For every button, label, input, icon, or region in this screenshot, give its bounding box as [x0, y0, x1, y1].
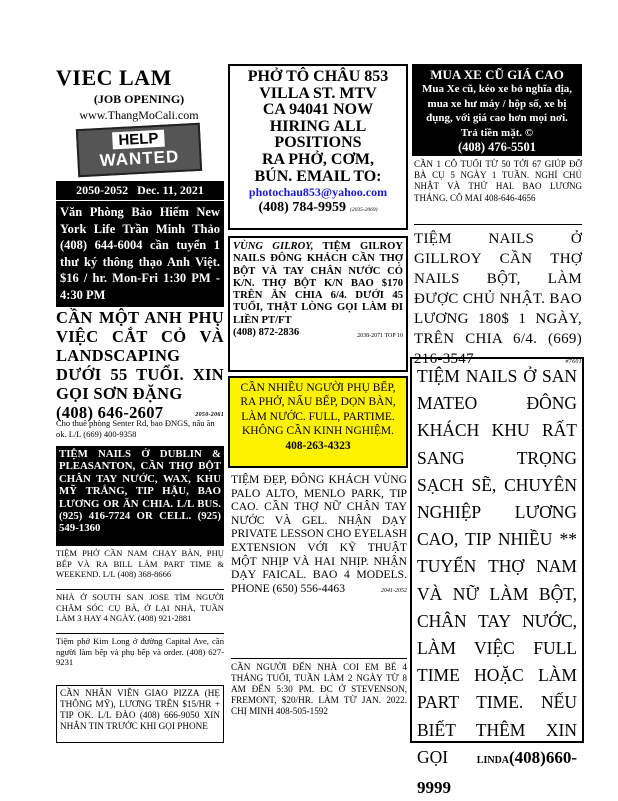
ad-pizza-text: CẦN NHÂN VIÊN GIAO PIZZA (HẸ THÔNG MỸ), LƯƠNG TRÊN $15/HR + TIP OK. L/L ĐÀO (408) 666-9050 XIN NHẮN TIN TRƯỚC KHI GỌI PHONE — [60, 688, 220, 731]
ad-dublin-text: TIỆM NAILS Ở DUBLIN & PLEASANTON, CẦN THỢ BỘT CHÂN TAY NƯỚC, WAX, KHU MỸ TRẮNG, TIP HẬU, BAO LƯƠNG OR ĂN CHIA. L/L BUS. (925) 416-7724 OR CELL. (925) 549-1360 — [59, 448, 221, 535]
masthead — [56, 66, 222, 200]
ad-pho-can-nam-text: TIỆM PHỞ CẦN NAM CHẠY BÀN, PHỤ BẾP VÀ RA BILL LÀM PART TIME & WEEKEND. L/L (408) 368-8666 — [56, 548, 224, 579]
ad-bao-hiem-text: Văn Phòng Bảo Hiểm New York Life Trần Minh Thảo (408) 644-6004 cần tuyển 1 thư ký thông thạo Anh Việt. $16 / hr. Mon-Fri 1:30 PM - 4:30 PM — [60, 205, 220, 302]
ad-gilroy-nails — [414, 229, 582, 367]
ad-palo-alto-text: TIỆM ĐẸP, ĐÔNG KHÁCH VÙNG PALO ALTO, MENLO PARK, TIP CAO. CẦN THỢ NỮ CHÂN TAY NƯỚC VÀ GEL. NHẬN DẠY PRIVATE LESSON CHO EYELASH EXTENSION VỚI KỸ THUẬT MỘT NHỊP VÀ HAI NHỊP. NHẬN DẠY FAICAL. BAO 4 MODELS. PHONE (650) 556-4463 — [231, 473, 407, 595]
website: www.ThangMoCali.com — [79, 108, 199, 122]
ad-pizza — [56, 685, 224, 743]
ad-gilroy-boxed — [228, 236, 408, 372]
ad-gilroy-lead: VÙNG GILROY, — [233, 241, 314, 252]
ad-dublin — [56, 446, 224, 546]
pho-chau-line: PHỞ TÔ CHÂU 853 — [247, 68, 389, 85]
ad-senter — [56, 418, 224, 444]
pho-chau-line: BÚN. EMAIL TO: — [254, 167, 382, 185]
pho-chau-line: CA 94041 NOW — [262, 101, 374, 119]
ad-coi-em-text: CẦN NGƯỜI ĐẾN NHÀ COI EM BÉ 4 THÁNG TUỔI, TUẦN LÀM 2 NGÀY TỪ 8 AM ĐẾN 5:30 PM. ĐC Ở STEVENSON, FREMONT, $20/HR. LÀM TỪ JAN. 2022. CHỊ MINH 408-505-1592 — [231, 662, 407, 716]
ad-pho-chau-lines — [233, 69, 403, 185]
ad-pho-chau-number: (2035-2069) — [350, 207, 378, 214]
ad-pho-chau-email: photochau853@yahoo.com — [248, 185, 388, 200]
ad-yellow-text: CẦN NHIỀU NGƯỜI PHỤ BẾP, RA PHỞ, NẤU BẾP, DỌN BÀN, LÀM NƯỚC. FULL, PARTIME. KHÔNG CẦN KINH NGHIỆM. — [240, 382, 396, 438]
ad-mua-xe-body: Mua Xe cũ, kéo xe bỏ nghĩa địa, mua xe hư máy / hộp số, xe bị đụng, với giá cao hơn mọi nơi. Trả tiền mặt. © — [421, 83, 573, 139]
ad-south-san-jose-text: NHÀ Ở SOUTH SAN JOSE TÌM NGƯỜI CHĂM SÓC CỤ BÀ, Ở LẠI NHÀ, TUẦN LÀM 3 HAY 4 NGÀY. (408) 921-2881 — [56, 592, 224, 623]
ad-san-mateo — [410, 357, 584, 798]
ad-cat-co-text: CẦN MỘT ANH PHỤ VIỆC CẮT CỎ VÀ LANDSCAPING DƯỚI 55 TUỔI. XIN GỌI SƠN ĐẶNG — [56, 308, 224, 403]
ad-san-mateo-phone: (408)660-9999 — [417, 747, 577, 798]
ad-cat-co-number: 2050-2061 — [195, 412, 224, 418]
ad-senter-text: Cho thuê phòng Senter Rd, bao ĐNGS, nấu ăn ok. L/L (669) 400-9358 — [56, 418, 215, 439]
page-title: VIEC LAM — [56, 65, 172, 90]
ad-gilroy-nails-text: TIỆM NAILS Ở GILLROY CẦN THỢ NAILS BỘT, LÀM ĐƯỢC CHỦ NHẬT. BAO LƯƠNG 180$ 1 NGÀY, TRÊN CHIA 6/4. (669) 216-3547 — [414, 231, 582, 367]
ad-pho-can-nam — [56, 548, 224, 590]
help-sign-top: HELP — [112, 130, 165, 150]
ad-gilroy-boxed-phone: (408) 872-2836 — [233, 327, 300, 339]
help-wanted-sign — [76, 123, 202, 177]
ad-mua-xe-phone: (408) 476-5501 — [457, 140, 537, 154]
ad-kim-long — [56, 636, 224, 672]
ad-cat-co-phone: (408) 646-2607 — [56, 403, 164, 422]
pho-chau-line: POSITIONS — [274, 134, 362, 152]
ad-yellow — [228, 376, 408, 468]
ad-gilroy-nails-number: #7601 — [565, 359, 582, 365]
ad-gilroy-boxed-text: TIỆM GILROY NAILS ĐÔNG KHÁCH CẦN THỢ BỘT VÀ TAY CHÂN NƯỚC CÓ K/N. THỢ BỘT K/N BAO $170 TRÊN ĂN CHIA 6/4. DƯỚI 45 TUỔI, THẬT LÒNG GỌI LÀM ĐI LIỀN PT/FT — [233, 241, 403, 326]
ad-pho-chau-phone: (408) 784-9959 — [258, 200, 346, 216]
ad-san-mateo-text: TIỆM NAILS Ở SAN MATEO ĐÔNG KHÁCH KHU RẤT SANG TRỌNG SẠCH SẼ, CHUYÊN NGHIỆP LƯƠNG CAO, TIP NHIỀU ** TUYỂN THỢ NAM VÀ NỮ LÀM BỘT, CHÂN TAY NƯỚC, LÀM VIỆC FULL TIME HOẶC LÀM PART TIME. NẾU BIẾT THÊM XIN GỌI — [417, 366, 577, 767]
page-subtitle: (JOB OPENING) — [93, 92, 185, 106]
ad-south-san-jose — [56, 592, 224, 634]
ad-bao-hiem — [56, 201, 224, 307]
help-sign-bottom: WANTED — [99, 146, 180, 171]
issue-date: 2050-2052 Dec. 11, 2021 — [76, 183, 204, 197]
issue-bar — [56, 181, 224, 200]
ad-mua-xe-title: MUA XE CŨ GIÁ CAO — [430, 67, 564, 82]
ad-palo-alto — [231, 473, 407, 659]
ad-san-mateo-contact: LINDA — [476, 754, 510, 766]
ad-gilroy-boxed-number: 2038-2071 TOP 10 — [357, 333, 403, 340]
ad-coi-em — [231, 662, 407, 732]
pho-chau-line: RA PHỞ, CƠM, — [262, 150, 374, 168]
ad-palo-alto-number: 2041-2052 — [381, 587, 407, 594]
pho-chau-line: HIRING ALL — [269, 117, 367, 135]
ad-pho-chau — [228, 64, 408, 230]
ad-can-1-co — [414, 159, 582, 225]
pho-chau-line: VILLA ST. MTV — [259, 84, 377, 102]
ad-cat-co — [56, 308, 224, 422]
ad-kim-long-text: Tiệm phở Kim Long ở đường Capital Ave, cần người làm bếp và phụ bếp và order. (408) 627-9231 — [56, 636, 224, 667]
ad-mua-xe — [412, 64, 582, 156]
ad-can-1-co-text: CẦN 1 CÔ TUỔI TỪ 50 TỚI 67 GIÚP ĐỠ BÀ CỤ 5 NGÀY 1 TUẦN. NGHỈ CHỦ NHẬT VÀ THỨ HAI. BAO LƯƠNG THÁNG. CÔ MAI 408-646-4656 — [414, 159, 582, 203]
ad-yellow-phone: 408-263-4323 — [285, 439, 351, 452]
